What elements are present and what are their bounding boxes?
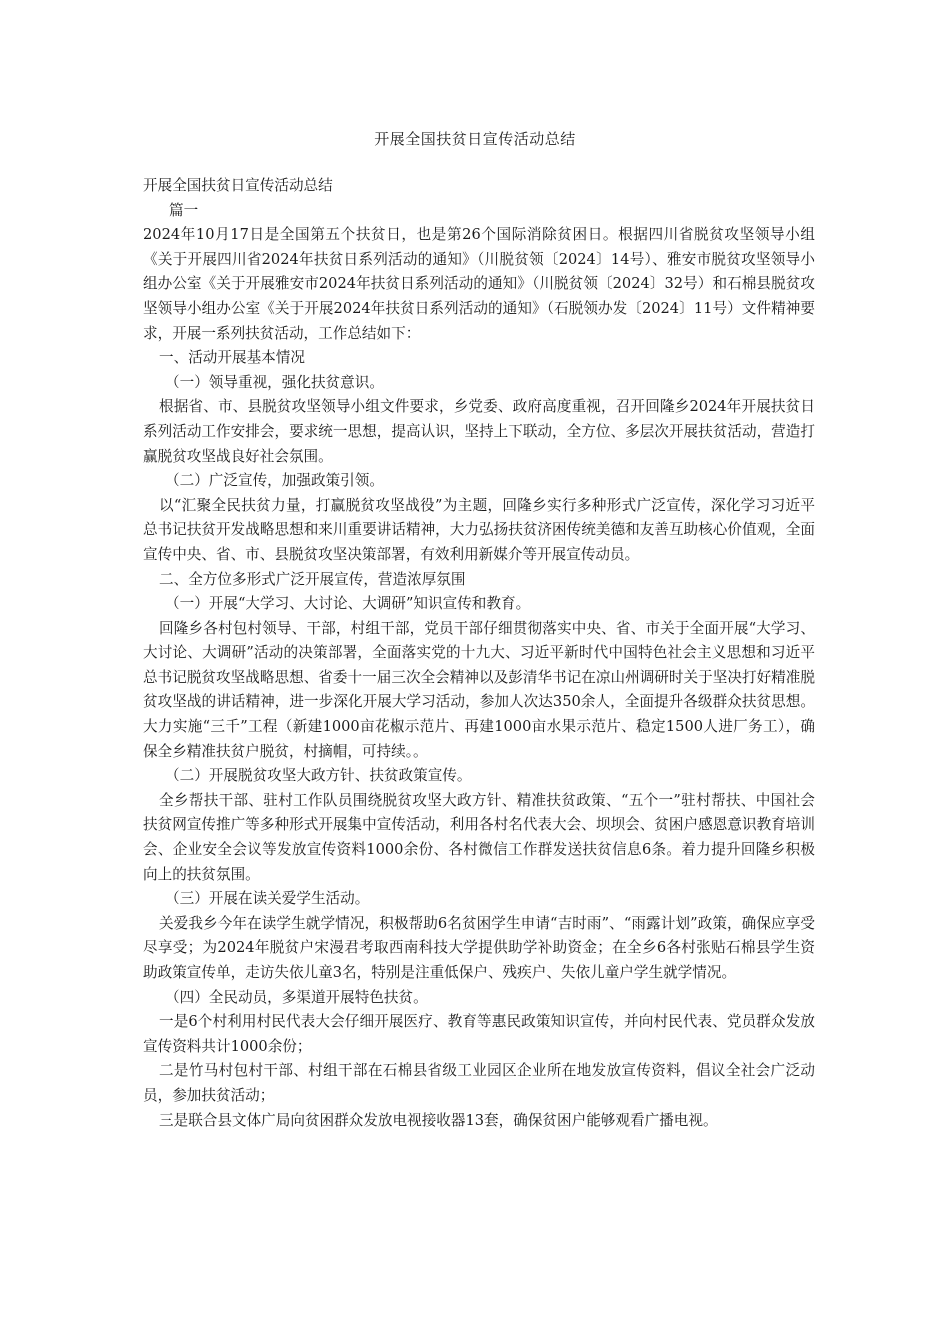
paragraph: 一、活动开展基本情况 [159,349,305,367]
paragraph: 二、全方位多形式广泛开展宣传，营造浓厚氛围 [159,570,466,588]
paragraph: 一是6个村利用村民代表大会仔细开展医疗、教育等惠民政策知识宣传，并向村民代表、党员群众发放宣传资料共计1000余份； [143,1013,815,1055]
paragraph: 以“汇聚全民扶贫力量，打赢脱贫攻坚战役”为主题，回隆乡实行多种形式广泛宣传，深化学习习近平总书记扶贫开发战略思想和来川重要讲话精神，大力弘扬扶贫济困传统美德和友善互助核心价值观，全面宣传中央、省、市、县脱贫攻坚决策部署，有效利用新媒介等开展宣传动员。 [143,496,815,563]
paragraph: 二是竹马村包村干部、村组干部在石棉县省级工业园区企业所在地发放宣传资料，倡议全社会广泛动员，参加扶贫活动； [143,1062,815,1104]
paragraph: （四）全民动员，多渠道开展特色扶贫。 [165,988,428,1006]
paragraph: （二）广泛宣传，加强政策引领。 [165,472,384,490]
paragraph: 根据省、市、县脱贫攻坚领导小组文件要求，乡党委、政府高度重视，召开回隆乡2024年开展扶贫日系列活动工作安排会，要求统一思想，提高认识，坚持上下联动，全方位、多层次开展扶贫活动，营造打赢脱贫攻坚战良好社会氛围。 [143,398,815,465]
paragraph: 三是联合县文体广局向贫困群众发放电视接收器13套，确保贫困户能够观看广播电视。 [159,1111,718,1129]
document-body [143,174,815,1133]
paragraph: （一）开展“大学习、大讨论、大调研”知识宣传和教育。 [165,595,531,613]
paragraph: 2024年10月17日是全国第五个扶贫日，也是第26个国际消除贫困日。根据四川省脱贫攻坚领导小组《关于开展四川省2024年扶贫日系列活动的通知》（川脱贫领〔2024〕14号）、雅安市脱贫攻坚领导小组办公室《关于开展雅安市2024年扶贫日系列活动的通知》（川脱贫领〔2024〕32号）和石棉县脱贫攻坚领导小组办公室《关于开展2024年扶贫日系列活动的通知》（石脱领办发〔2024〕11号）文件精神要求，开展一系列扶贫活动，工作总结如下： [143,226,815,342]
section-label: 篇一 [169,201,199,219]
paragraph: （二）开展脱贫攻坚大政方针、扶贫政策宣传。 [165,767,472,785]
paragraph-list [143,223,815,1133]
paragraph: 回隆乡各村包村领导、干部，村组干部，党员干部仔细贯彻落实中央、省、市关于全面开展“大学习、大讨论、大调研”活动的决策部署，全面落实党的十九大、习近平新时代中国特色社会主义思想和习近平总书记脱贫攻坚战略思想、省委十一届三次全会精神以及彭清华书记在凉山州调研时关于坚决打好精准脱贫攻坚战的讲话精神，进一步深化开展大学习活动，参加人次达350余人，全面提升各级群众扶贫思想。大力实施“三千”工程（新建1000亩花椒示范片、再建1000亩水果示范片、稳定1500人进厂务工），确保全乡精准扶贫户脱贫，村摘帽，可持续。。 [143,619,815,760]
paragraph: 关爱我乡今年在读学生就学情况，积极帮助6名贫困学生申请“吉时雨”、“雨露计划”政策，确保应享受尽享受；为2024年脱贫户宋漫君考取西南科技大学提供助学补助资金；在全乡6各村张贴石棉县学生资助政策宣传单，走访失依儿童3名，特别是注重低保户、残疾户、失依儿童户学生就学情况。 [143,914,815,981]
document-subtitle: 开展全国扶贫日宣传活动总结 [143,177,333,194]
paragraph: （三）开展在读关爱学生活动。 [165,890,370,908]
paragraph: （一）领导重视，强化扶贫意识。 [165,373,384,391]
paragraph: 全乡帮扶干部、驻村工作队员围绕脱贫攻坚大政方针、精准扶贫政策、“五个一”驻村帮扶、中国社会扶贫网宣传推广等多种形式开展集中宣传活动，利用各村名代表大会、坝坝会、贫困户感恩意识教育培训会、企业安全会议等发放宣传资料1000余份、各村微信工作群发送扶贫信息6条。着力提升回隆乡积极向上的扶贫氛围。 [143,791,815,883]
document-title: 开展全国扶贫日宣传活动总结 [374,130,576,148]
